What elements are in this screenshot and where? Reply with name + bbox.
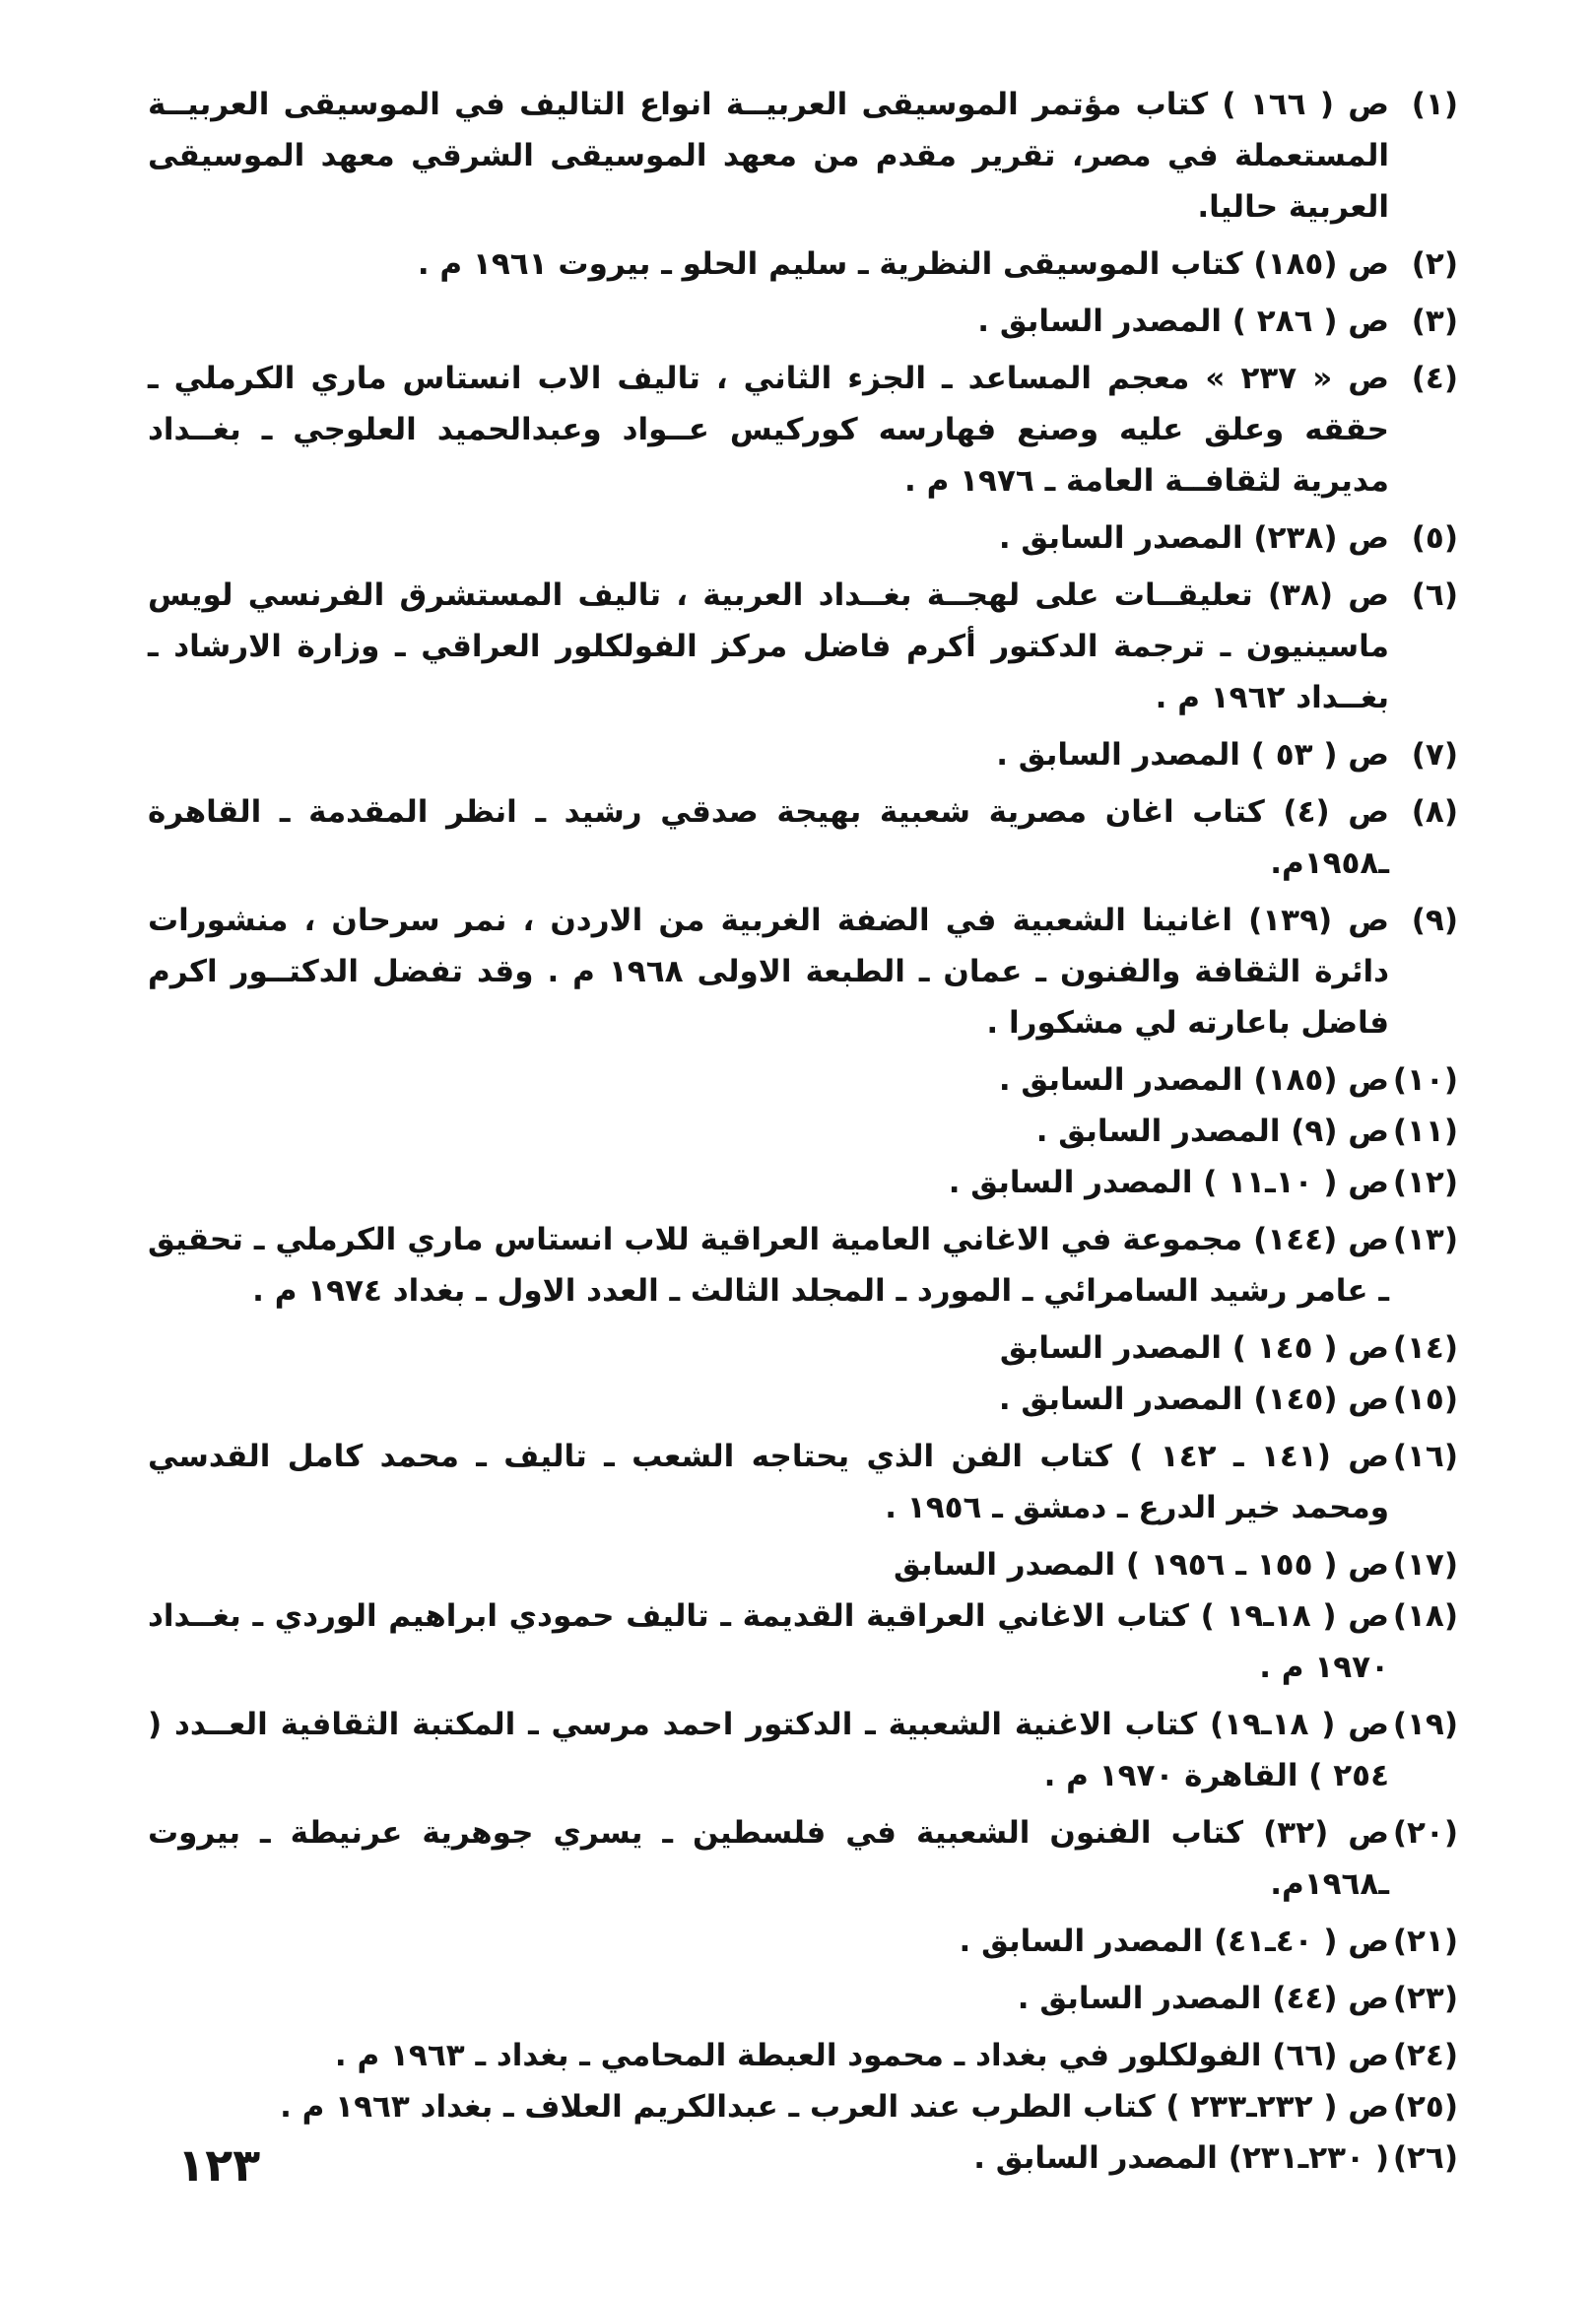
footnote-number: (١٧) <box>1392 1547 1458 1583</box>
footnote-item <box>148 1374 1458 1425</box>
footnote-item <box>148 1807 1458 1910</box>
footnote-item <box>148 2030 1458 2081</box>
footnote-number: (١٩) <box>1392 1707 1458 1742</box>
footnote-number: (٤) <box>1411 361 1458 396</box>
footnote-text: ص (١٤٤) مجموعة في الاغاني العامية العراقية للاب انستاس ماري الكرملي ـ تحقيق ـ عامر رشيد السامرائي ـ المورد ـ المجلد الثالث ـ العدد الاول ـ بغداد ١٩٧٤ م . <box>148 1222 1389 1309</box>
footnote-text: ص (٣٢) كتاب الفنون الشعبية في فلسطين ـ يسري جوهرية عرنيطة ـ بيروت ـ١٩٦٨م. <box>148 1815 1389 1902</box>
footnote-text: ص (٩) المصدر السابق . <box>1035 1114 1389 1149</box>
footnote-number: (١٣) <box>1392 1222 1458 1257</box>
footnote-text: ص ( ٥٣ ) المصدر السابق . <box>996 737 1389 773</box>
footnote-item <box>148 79 1458 233</box>
footnote-text: ص (٤٤) المصدر السابق . <box>1017 1981 1389 2016</box>
footnote-item <box>148 2081 1458 2132</box>
footnote-number: (١٦) <box>1392 1439 1458 1474</box>
footnote-text: ص ( ٢٣٢ـ٢٣٣ ) كتاب الطرب عند العرب ـ عبدالكريم العلاف ـ بغداد ١٩٦٣ م . <box>280 2089 1389 2125</box>
page-number: ١٢٣ <box>177 2138 261 2192</box>
footnote-item <box>148 1157 1458 1208</box>
footnote-number: (١٨) <box>1392 1598 1458 1634</box>
footnote-text: ص (١٨٥) كتاب الموسيقى النظرية ـ سليم الحلو ـ بيروت ١٩٦١ م . <box>417 246 1389 282</box>
footnote-item <box>148 296 1458 347</box>
footnote-text: ص « ٢٣٧ » معجم المساعد ـ الجزء الثاني ، تاليف الاب انستاس ماري الكرملي ـ حققه وعلق عليه وصنع فهارسه كوركيس عــواد وعبدالحميد العلوجي ـ بغــداد مديرية لثقافــة العامة ـ ١٩٧٦ م . <box>148 361 1389 499</box>
footnote-item <box>148 1973 1458 2024</box>
footnote-item <box>148 729 1458 780</box>
footnote-text: ص ( ١٨ـ١٩ ) كتاب الاغاني العراقية القديمة ـ تاليف حمودي ابراهيم الوردي ـ بغــداد ١٩٧٠ م . <box>148 1598 1389 1685</box>
footnote-text: ص (٢٣٨) المصدر السابق . <box>998 520 1389 556</box>
footnote-item <box>148 1054 1458 1106</box>
footnote-text: ص ( ١٥٥ ـ ١٩٥٦ ) المصدر السابق <box>893 1547 1389 1583</box>
footnote-number: (٢٦) <box>1392 2140 1458 2176</box>
footnote-number: (١٤) <box>1392 1330 1458 1366</box>
footnote-item <box>148 895 1458 1048</box>
footnote-text: ص (١٤١ ـ ١٤٢ ) كتاب الفن الذي يحتاجه الشعب ـ تاليف ـ محمد كامل القدسي ومحمد خير الدرع ـ دمشق ـ ١٩٥٦ . <box>148 1439 1390 1525</box>
footnote-text: ص (١٤٥) المصدر السابق . <box>998 1382 1389 1417</box>
footnote-number: (٢٠) <box>1392 1815 1458 1851</box>
footnote-number: (٥) <box>1411 520 1458 556</box>
footnote-item <box>148 1322 1458 1374</box>
footnote-item <box>148 786 1458 889</box>
footnote-number: (١) <box>1411 87 1458 122</box>
footnote-text: ص (١٣٩) اغانينا الشعبية في الضفة الغربية من الاردن ، نمر سرحان ، منشورات دائرة الثقافة والفنون ـ عمان ـ الطبعة الاولى ١٩٦٨ م . وقد تفضل الدكتــور اكرم فاضل باعارته لي مشكورا . <box>148 903 1389 1041</box>
footnote-text: ص ( ٢٨٦ ) المصدر السابق . <box>977 304 1389 339</box>
footnote-text: ص ( ١٦٦ ) كتاب مؤتمر الموسيقى العربيــة انواع التاليف في الموسيقى العربيــة المستعملة في مصر، تقرير مقدم من معهد الموسيقى الشرقي معهد الموسيقى العربية حاليا. <box>148 87 1389 225</box>
footnote-item <box>148 1539 1458 1590</box>
footnote-item <box>148 570 1458 723</box>
footnote-number: (٧) <box>1411 737 1458 773</box>
footnote-item <box>148 1590 1458 1693</box>
footnote-number: (١٢) <box>1392 1165 1458 1200</box>
footnote-item <box>148 1916 1458 1967</box>
footnote-text: ص (٦٦) الفولكلور في بغداد ـ محمود العبطة المحامي ـ بغداد ـ ١٩٦٣ م . <box>334 2038 1389 2073</box>
footnote-number: (٢) <box>1411 246 1458 282</box>
footnote-text: ( ٢٣٠ـ٢٣١) المصدر السابق . <box>973 2140 1389 2176</box>
footnote-number: (٢٥) <box>1392 2089 1458 2125</box>
footnote-text: ص ( ١٤٥ ) المصدر السابق <box>999 1330 1389 1366</box>
footnote-text: ص (١٨٥) المصدر السابق . <box>998 1062 1389 1098</box>
footnote-item <box>148 1214 1458 1317</box>
footnote-item <box>148 512 1458 564</box>
footnote-number: (١٥) <box>1392 1382 1458 1417</box>
footnote-item <box>148 2132 1458 2184</box>
footnote-item <box>148 1106 1458 1157</box>
footnote-number: (١٠) <box>1392 1062 1458 1098</box>
footnotes-page <box>148 79 1458 2247</box>
footnote-number: (٢١) <box>1392 1924 1458 1959</box>
footnote-text: ص ( ١٨ـ١٩) كتاب الاغنية الشعبية ـ الدكتور احمد مرسي ـ المكتبة الثقافية العــدد ( ٢٥٤ ) القاهرة ١٩٧٠ م . <box>148 1707 1389 1793</box>
footnote-number: (٨) <box>1411 794 1458 830</box>
footnote-number: (٢٤) <box>1392 2038 1458 2073</box>
footnote-text: ص (٤) كتاب اغان مصرية شعبية بهيجة صدقي رشيد ـ انظر المقدمة ـ القاهرة ـ١٩٥٨م. <box>148 794 1389 881</box>
footnote-number: (٢٣) <box>1392 1981 1458 2016</box>
footnote-item <box>148 238 1458 290</box>
footnote-number: (٣) <box>1411 304 1458 339</box>
footnote-number: (٦) <box>1411 577 1458 613</box>
footnote-number: (٩) <box>1411 903 1458 938</box>
footnote-text: ص ( ٤٠ـ٤١) المصدر السابق . <box>959 1924 1389 1959</box>
footnote-item <box>148 1699 1458 1801</box>
footnote-number: (١١) <box>1392 1114 1458 1149</box>
footnote-item <box>148 353 1458 507</box>
footnote-text: ص (٣٨) تعليقــات على لهجــة بغــداد العربية ، تاليف المستشرق الفرنسي لويس ماسينيون ـ ترجمة الدكتور أكرم فاضل مركز الفولكلور العراقي ـ وزارة الارشاد ـ بغــداد ١٩٦٢ م . <box>148 577 1390 715</box>
footnote-item <box>148 1431 1458 1533</box>
footnote-text: ص ( ١٠ـ١١ ) المصدر السابق . <box>948 1165 1389 1200</box>
